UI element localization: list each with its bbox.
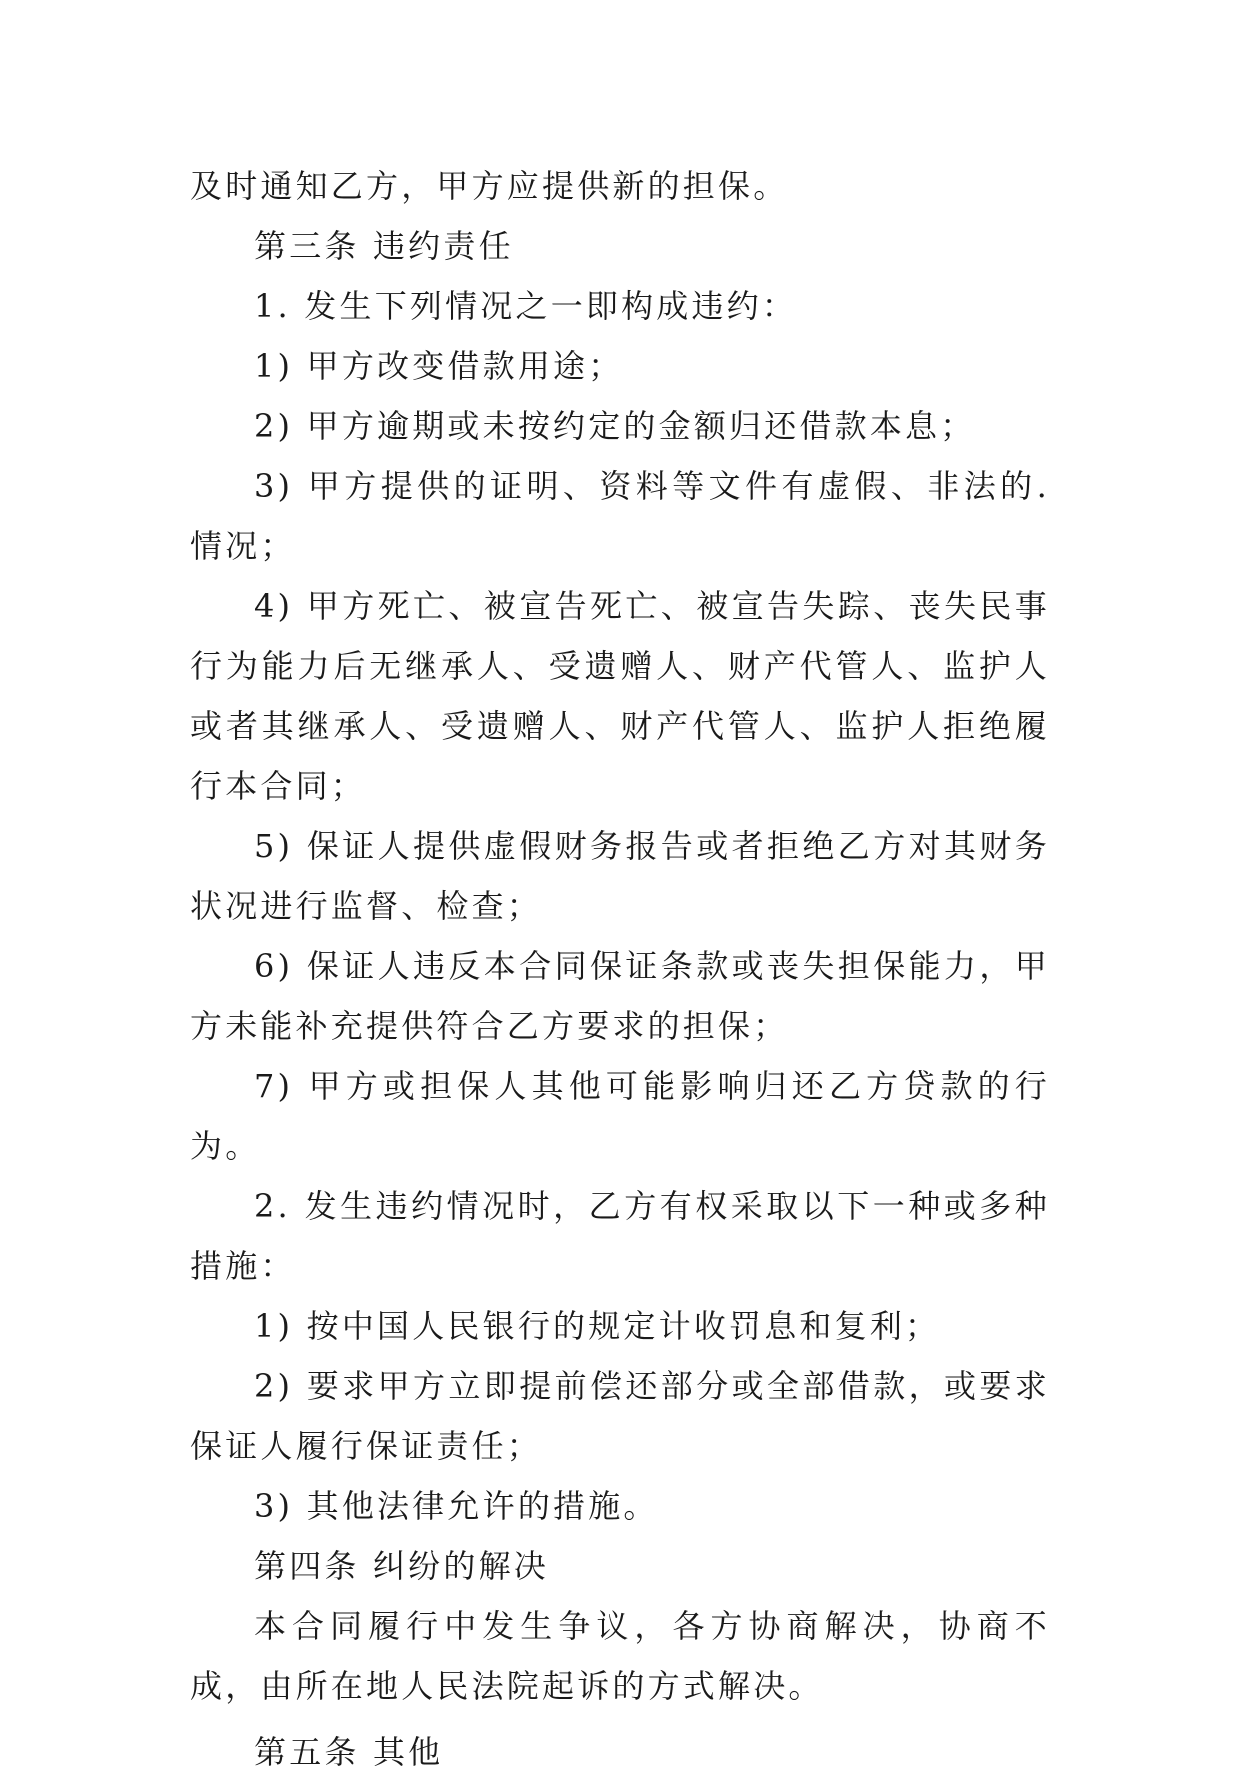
document-body — [190, 156, 1050, 1782]
paragraph: 本合同履行中发生争议，各方协商解决，协商不成，由所在地人民法院起诉的方式解决。 — [190, 1607, 1050, 1705]
list-item: 1) 按中国人民银行的规定计收罚息和复利； — [254, 1307, 941, 1345]
clause: 2. 发生违约情况时，乙方有权采取以下一种或多种措施： — [190, 1187, 1050, 1285]
article-heading: 第五条 其他 — [254, 1733, 444, 1771]
article-heading: 第四条 纠纷的解决 — [254, 1547, 549, 1585]
list-item: 1) 甲方改变借款用途； — [254, 347, 624, 385]
paragraph: 及时通知乙方，甲方应提供新的担保。 — [190, 167, 789, 205]
list-item: 2) 要求甲方立即提前偿还部分或全部借款，或要求保证人履行保证责任； — [190, 1367, 1050, 1465]
list-item: 2) 甲方逾期或未按约定的金额归还借款本息； — [254, 407, 976, 445]
list-item: 4) 甲方死亡、被宣告死亡、被宣告失踪、丧失民事行为能力后无继承人、受遗赠人、财产代管人、监护人或者其继承人、受遗赠人、财产代管人、监护人拒绝履行本合同； — [190, 587, 1050, 805]
article-heading: 第三条 违约责任 — [254, 227, 514, 265]
list-item: 6) 保证人违反本合同保证条款或丧失担保能力，甲方未能补充提供符合乙方要求的担保； — [190, 947, 1050, 1045]
list-item: 7) 甲方或担保人其他可能影响归还乙方贷款的行为。 — [190, 1067, 1050, 1165]
list-item: 3) 甲方提供的证明、资料等文件有虚假、非法的.情况； — [190, 467, 1050, 565]
clause: 1. 发生下列情况之一即构成违约： — [254, 287, 798, 325]
list-item: 5) 保证人提供虚假财务报告或者拒绝乙方对其财务状况进行监督、检查； — [190, 827, 1050, 925]
list-item: 3) 其他法律允许的措施。 — [254, 1487, 659, 1525]
